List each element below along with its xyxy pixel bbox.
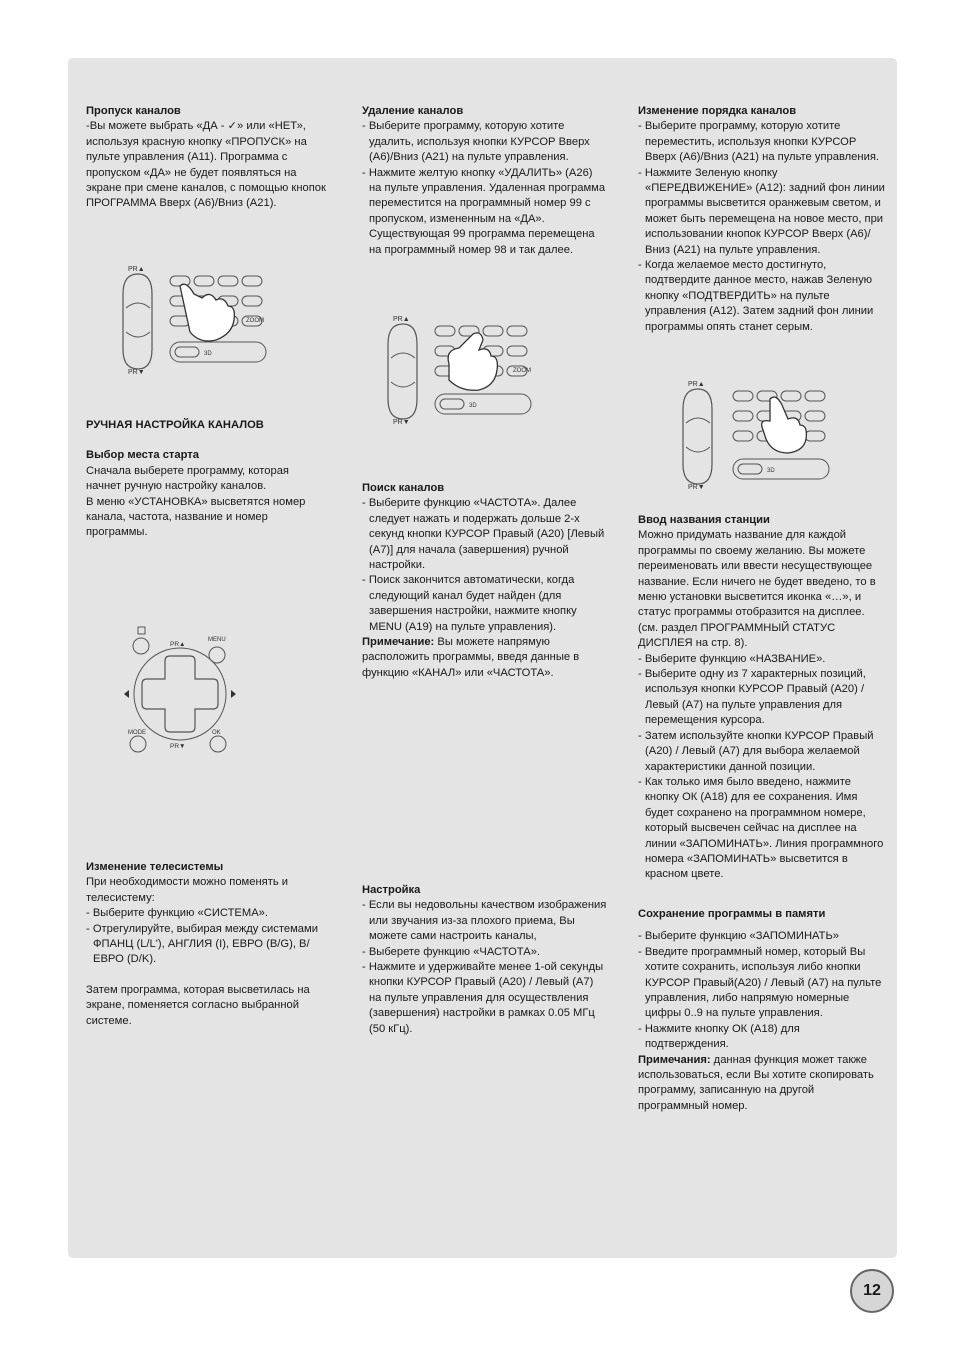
manual-tuning-title: РУЧНАЯ НАСТРОЙКА КАНАЛОВ <box>86 419 264 431</box>
column-1 <box>86 104 326 212</box>
remote-illustration-order <box>678 377 833 495</box>
tv-item: - Отрегулируйте, выбирая между системами ФПАНЦ (L/L'), АНГЛИЯ (I), ЕВРО (B/G), В/ЕВРО (D/K). <box>86 922 318 966</box>
save-title: Сохранение программы в памяти <box>638 908 826 920</box>
start-text-2: В меню «УСТАНОВКА» высветятся номер канала, частота, название и номер программы. <box>86 495 306 539</box>
pr-down-label-2: PR▼ <box>170 743 186 750</box>
note-text: Вы можете напрямую расположить программы, введя данные в функцию «КАНАЛ» или «ЧАСТОТА». <box>362 636 580 679</box>
zoom-label: ZOOM <box>246 318 264 324</box>
name-item: - Выберите функцию «НАЗВАНИЕ». <box>638 652 826 665</box>
order-item: - Когда желаемое место достигнуто, подтвердите данное место, нажав Зеленую кнопку «ПОДТВЕРДИТЬ» на пульте управления (А12). Затем задний фон линии программы опять станет серым. <box>638 259 874 333</box>
tune-item: - Нажмите и удерживайте менее 1-ой секунды кнопки КУРСОР Правый (А20) / Левый (А7) на пульте управления для осуществления (завершения) настройки в рамках 0.05 МГц (50 кГц). <box>362 961 604 1035</box>
pr-down-label-4: PR▼ <box>688 484 705 491</box>
remote-illustration-skip <box>118 262 273 380</box>
tv-intro: При необходимости можно поменять и телесистему: <box>86 876 289 904</box>
pr-up-label-2: PR▲ <box>170 641 186 648</box>
column-3-save <box>638 907 886 1114</box>
note-label: Примечание: <box>362 636 435 649</box>
column-1-manual <box>86 418 326 541</box>
delete-item: - Нажмите желтую кнопку «УДАЛИТЬ» (А26) на пульте управления. Удаленная программа переместится на программный номер 99 с пропуском, измененным на «ДА». Существующая 99 программа перемещена на программный номер 98 и так далее. <box>362 166 606 256</box>
name-intro: Можно придумать название для каждой программы по своему желанию. Вы можете переименовать или ввести несуществующее название. Если ничего не будет введено, то в меню установки высветится иконка «…», и статус программы отобразится на дисплее. (см. раздел ПРОГРАММНЫЙ СТАТУС ДИСПЛЕЯ на стр. 8). <box>638 529 876 650</box>
cursor-cross-icon <box>142 656 218 732</box>
tv-system-title: Изменение телесистемы <box>86 861 224 873</box>
page-number: 12 <box>850 1269 894 1313</box>
order-title: Изменение порядка каналов <box>638 105 797 117</box>
delete-title: Удаление каналов <box>362 105 464 117</box>
name-item: - Затем используйте кнопки КУРСОР Правый (А20) / Левый (А7) для выбора желаемой характеристики данной позиции. <box>638 729 874 773</box>
pr-up-label: PR▲ <box>128 266 145 273</box>
3d-label-3: 3D <box>767 468 775 474</box>
start-text-1: Сначала выберете программу, которая начнет ручную настройку каналов. <box>86 464 289 493</box>
menu-label: MENU <box>208 637 226 643</box>
3d-label-2: 3D <box>469 403 477 409</box>
name-title: Ввод названия станции <box>638 514 770 526</box>
pr-up-label-3: PR▲ <box>393 316 410 323</box>
column-2-tune <box>362 883 607 1037</box>
remote-illustration-delete <box>383 312 538 430</box>
name-item: - Как только имя было введено, нажмите кнопку ОК (А18) для ее сохранения. Имя будет сохранено на программном номере, который высвечен сейчас на дисплее на линии «ЗАПОМИНАТЬ». Линия программного номера «ЗАПОМИНАТЬ» высветится в красном цвете. <box>638 775 884 881</box>
search-item: - Выберите функцию «ЧАСТОТА». Далее следует нажать и подержать дольше 2-х секунд кнопки КУРСОР Правый (А20) [Левый (А7)] для начала (завершения) ручной настройки. <box>362 497 605 572</box>
mode-label: MODE <box>128 730 146 736</box>
delete-item: - Выберите программу, которую хотите удалить, используя кнопки КУРСОР Вверх (А6)/Вниз (А21) на пульте управления. <box>362 120 590 164</box>
column-3 <box>638 104 886 335</box>
search-item: - Поиск закончится автоматически, когда следующий канал будет найден (для завершения настройки, нажмите кнопку MENU (A19) на пульте управления). <box>362 574 577 633</box>
pointing-hand-icon <box>180 284 234 341</box>
tv-outro: Затем программа, которая высветилась на экране, поменяется согласно выбранной системе. <box>86 983 310 1027</box>
tune-title: Настройка <box>362 884 421 896</box>
pr-down-label: PR▼ <box>128 369 145 376</box>
remote-illustration-cursor <box>112 626 242 756</box>
search-title: Поиск каналов <box>362 482 445 494</box>
column-3-name <box>638 513 886 883</box>
save-note <box>638 1053 886 1115</box>
skip-title: Пропуск каналов <box>86 105 181 117</box>
search-note <box>362 635 607 681</box>
tune-item: - Выберете функцию «ЧАСТОТА». <box>362 945 541 958</box>
ok-label: OK <box>212 730 221 736</box>
pointing-hand-icon <box>762 397 807 453</box>
save-item: - Нажмите кнопку ОК (А18) для подтверждения. <box>638 1022 800 1051</box>
3d-label: 3D <box>204 351 212 357</box>
pr-down-label-3: PR▼ <box>393 419 410 426</box>
note-text: данная функция может также использоваться, если Вы хотите скопировать программу, записанную на другой программный номер. <box>638 1053 874 1112</box>
column-2 <box>362 104 607 258</box>
save-item: - Введите программный номер, который Вы хотите сохранить, используя либо кнопки КУРСОР Правый(А20) / Левый (А7) на пульте управления, либо напрямую номерные цифры 0..9 на пульте управления. <box>638 945 882 1020</box>
order-item: - Нажмите Зеленую кнопку «ПЕРЕДВИЖЕНИЕ» (А12): задний фон линии программы высветится оранжевым светом, и может быть перемещена на новое место, при использовании кнопок КУРСОР Вверх (А6)/Вниз (А21) на пульте управления. <box>638 166 885 256</box>
zoom-label-2: ZOOM <box>513 368 531 374</box>
column-2-search <box>362 481 607 681</box>
pointing-hand-icon <box>448 333 497 390</box>
save-item: - Выберите функцию «ЗАПОМИНАТЬ» <box>638 930 840 943</box>
pr-up-label-4: PR▲ <box>688 381 705 388</box>
note-label: Примечания: <box>638 1053 711 1066</box>
tv-item: - Выберите функцию «СИСТЕМА». <box>86 907 268 920</box>
column-1-tv <box>86 860 326 1029</box>
skip-text: -Вы можете выбрать «ДА - ✓» или «НЕТ», используя красную кнопку «ПРОПУСК» на пульте управления (А11). Программа с пропуском «ДА» не будет появляться на экране при смене каналов, с помощью кнопок ПРОГРАММА Вверх (А6)/Вниз (А21). <box>86 120 326 210</box>
order-item: - Выберите программу, которую хотите переместить, используя кнопки КУРСОР Вверх (А6)/Вниз (А21) на пульте управления. <box>638 120 879 164</box>
start-title: Выбор места старта <box>86 449 200 462</box>
name-item: - Выберите одну из 7 характерных позиций, используя кнопки КУРСОР Правый (А20) / Левый (А7) на пульте управления для перемещения курсора. <box>638 668 866 727</box>
tune-item: - Если вы недовольны качеством изображения или звучания из-за плохого приема, Вы можете сами настроить каналы, <box>362 899 607 943</box>
